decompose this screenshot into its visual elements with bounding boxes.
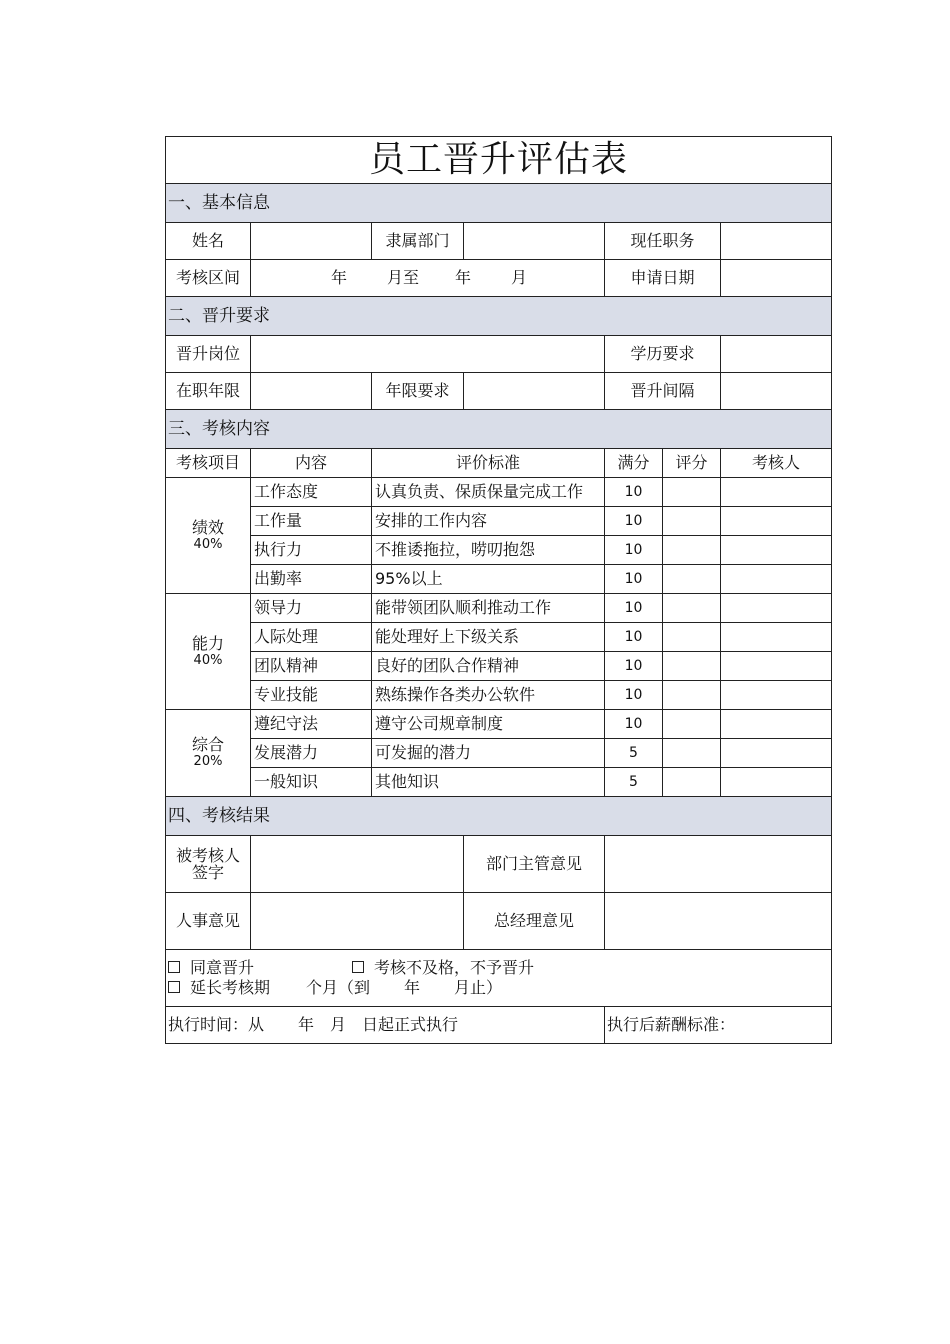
hr-opinion-label: 人事意见 xyxy=(166,893,251,950)
header-assessor: 考核人 xyxy=(721,449,832,478)
assessor-field[interactable] xyxy=(721,594,832,623)
position-field[interactable] xyxy=(721,223,832,260)
assessor-field[interactable] xyxy=(721,536,832,565)
interval-field[interactable] xyxy=(721,373,832,410)
group-ability xyxy=(166,594,251,710)
header-assess-item: 考核项目 xyxy=(166,449,251,478)
tenure-field[interactable] xyxy=(251,373,372,410)
item-max-score: 10 xyxy=(605,652,663,681)
salary-standard[interactable] xyxy=(605,1007,832,1044)
item-name: 人际处理 xyxy=(251,623,372,652)
period-label: 考核区间 xyxy=(166,260,251,297)
item-standard: 其他知识 xyxy=(372,768,605,797)
edu-field[interactable] xyxy=(721,336,832,373)
item-standard: 95%以上 xyxy=(372,565,605,594)
item-standard: 不推诿拖拉，唠叨抱怨 xyxy=(372,536,605,565)
item-max-score: 10 xyxy=(605,710,663,739)
header-score: 评分 xyxy=(663,449,721,478)
item-name: 领导力 xyxy=(251,594,372,623)
item-standard: 熟练操作各类办公软件 xyxy=(372,681,605,710)
item-standard: 安排的工作内容 xyxy=(372,507,605,536)
edu-label: 学历要求 xyxy=(605,336,721,373)
gm-opinion-field[interactable] xyxy=(605,893,832,950)
score-field[interactable] xyxy=(663,478,721,507)
assessor-field[interactable] xyxy=(721,710,832,739)
group-weight: 40% xyxy=(193,652,223,668)
item-max-score: 10 xyxy=(605,681,663,710)
header-content: 内容 xyxy=(251,449,372,478)
tenure-label: 在职年限 xyxy=(166,373,251,410)
section-results: 四、考核结果 xyxy=(166,797,832,836)
assessor-field[interactable] xyxy=(721,768,832,797)
score-field[interactable] xyxy=(663,594,721,623)
exec-year-label: 年 xyxy=(298,1015,315,1034)
item-name: 遵纪守法 xyxy=(251,710,372,739)
score-field[interactable] xyxy=(663,652,721,681)
assessor-field[interactable] xyxy=(721,478,832,507)
extend-month-text: 个月（到 xyxy=(306,978,371,997)
assessor-field[interactable] xyxy=(721,623,832,652)
score-field[interactable] xyxy=(663,710,721,739)
dept-head-opinion-field[interactable] xyxy=(605,836,832,893)
execution-time[interactable] xyxy=(166,1007,605,1044)
item-standard: 认真负责、保质保量完成工作 xyxy=(372,478,605,507)
assessor-field[interactable] xyxy=(721,652,832,681)
item-name: 发展潜力 xyxy=(251,739,372,768)
period-year2: 年 xyxy=(455,268,472,287)
period-field[interactable] xyxy=(251,260,605,297)
group-comprehensive xyxy=(166,710,251,797)
group-performance xyxy=(166,478,251,594)
item-max-score: 5 xyxy=(605,739,663,768)
signature-label-line2: 签字 xyxy=(191,863,224,882)
option-fail-label: 考核不及格，不予晋升 xyxy=(374,958,535,977)
dept-head-opinion-label: 部门主管意见 xyxy=(464,836,605,893)
item-max-score: 10 xyxy=(605,623,663,652)
assessor-field[interactable] xyxy=(721,739,832,768)
option-extend-label: 延长考核期 xyxy=(190,978,271,997)
period-year1: 年 xyxy=(331,268,348,287)
assessor-field[interactable] xyxy=(721,681,832,710)
item-standard: 能处理好上下级关系 xyxy=(372,623,605,652)
assessor-field[interactable] xyxy=(721,507,832,536)
interval-label: 晋升间隔 xyxy=(605,373,721,410)
item-max-score: 10 xyxy=(605,565,663,594)
item-max-score: 10 xyxy=(605,594,663,623)
period-month: 月 xyxy=(511,268,528,287)
item-name: 出勤率 xyxy=(251,565,372,594)
item-max-score: 10 xyxy=(605,507,663,536)
checkbox-fail[interactable] xyxy=(352,961,364,973)
item-standard: 良好的团队合作精神 xyxy=(372,652,605,681)
group-name: 综合 xyxy=(191,735,224,754)
signature-field[interactable] xyxy=(251,836,464,893)
item-max-score: 10 xyxy=(605,478,663,507)
item-max-score: 5 xyxy=(605,768,663,797)
signature-label xyxy=(166,836,251,893)
signature-label-line1: 被考核人 xyxy=(175,846,240,865)
assessor-field[interactable] xyxy=(721,565,832,594)
item-standard: 能带领团队顺利推动工作 xyxy=(372,594,605,623)
item-name: 团队精神 xyxy=(251,652,372,681)
name-label: 姓名 xyxy=(166,223,251,260)
group-weight: 40% xyxy=(193,536,223,552)
extend-year-text: 年 xyxy=(404,978,421,997)
promotion-evaluation-form xyxy=(165,136,831,1044)
checkbox-agree[interactable] xyxy=(168,961,180,973)
section-requirements: 二、晋升要求 xyxy=(166,297,832,336)
gm-opinion-label: 总经理意见 xyxy=(464,893,605,950)
form-title: 员工晋升评估表 xyxy=(166,137,832,184)
salary-label: 执行后薪酬标准： xyxy=(607,1015,736,1034)
post-field[interactable] xyxy=(251,336,605,373)
item-name: 工作态度 xyxy=(251,478,372,507)
decision-options xyxy=(166,950,832,1007)
apply-date-label: 申请日期 xyxy=(605,260,721,297)
group-weight: 20% xyxy=(193,754,223,769)
position-label: 现任职务 xyxy=(605,223,721,260)
years-req-field[interactable] xyxy=(464,373,605,410)
period-month-to: 月至 xyxy=(387,268,420,287)
score-field[interactable] xyxy=(663,681,721,710)
years-req-label: 年限要求 xyxy=(372,373,464,410)
score-field[interactable] xyxy=(663,739,721,768)
group-name: 能力 xyxy=(191,633,224,653)
item-name: 执行力 xyxy=(251,536,372,565)
option-agree-label: 同意晋升 xyxy=(190,958,255,977)
exec-day-label: 日起正式执行 xyxy=(362,1015,459,1034)
score-field[interactable] xyxy=(663,565,721,594)
item-name: 专业技能 xyxy=(251,681,372,710)
post-label: 晋升岗位 xyxy=(166,336,251,373)
score-field[interactable] xyxy=(663,623,721,652)
section-basic-info: 一、基本信息 xyxy=(166,184,832,223)
exec-month-label: 月 xyxy=(330,1015,347,1034)
extend-end-text: 月止） xyxy=(454,978,503,997)
name-field[interactable] xyxy=(251,223,372,260)
score-field[interactable] xyxy=(663,768,721,797)
dept-label: 隶属部门 xyxy=(372,223,464,260)
decision-row-1 xyxy=(168,958,828,978)
exec-from-label: 执行时间：从 xyxy=(168,1015,265,1034)
form-table xyxy=(165,136,832,1044)
hr-opinion-field[interactable] xyxy=(251,893,464,950)
score-field[interactable] xyxy=(663,507,721,536)
group-name: 绩效 xyxy=(191,517,224,537)
section-assessment: 三、考核内容 xyxy=(166,410,832,449)
item-standard: 可发掘的潜力 xyxy=(372,739,605,768)
header-max-score: 满分 xyxy=(605,449,663,478)
item-max-score: 10 xyxy=(605,536,663,565)
item-name: 工作量 xyxy=(251,507,372,536)
decision-row-2 xyxy=(168,978,828,998)
score-field[interactable] xyxy=(663,536,721,565)
item-name: 一般知识 xyxy=(251,768,372,797)
item-standard: 遵守公司规章制度 xyxy=(372,710,605,739)
dept-field[interactable] xyxy=(464,223,605,260)
apply-date-field[interactable] xyxy=(721,260,832,297)
header-standard: 评价标准 xyxy=(372,449,605,478)
checkbox-extend[interactable] xyxy=(168,981,180,993)
